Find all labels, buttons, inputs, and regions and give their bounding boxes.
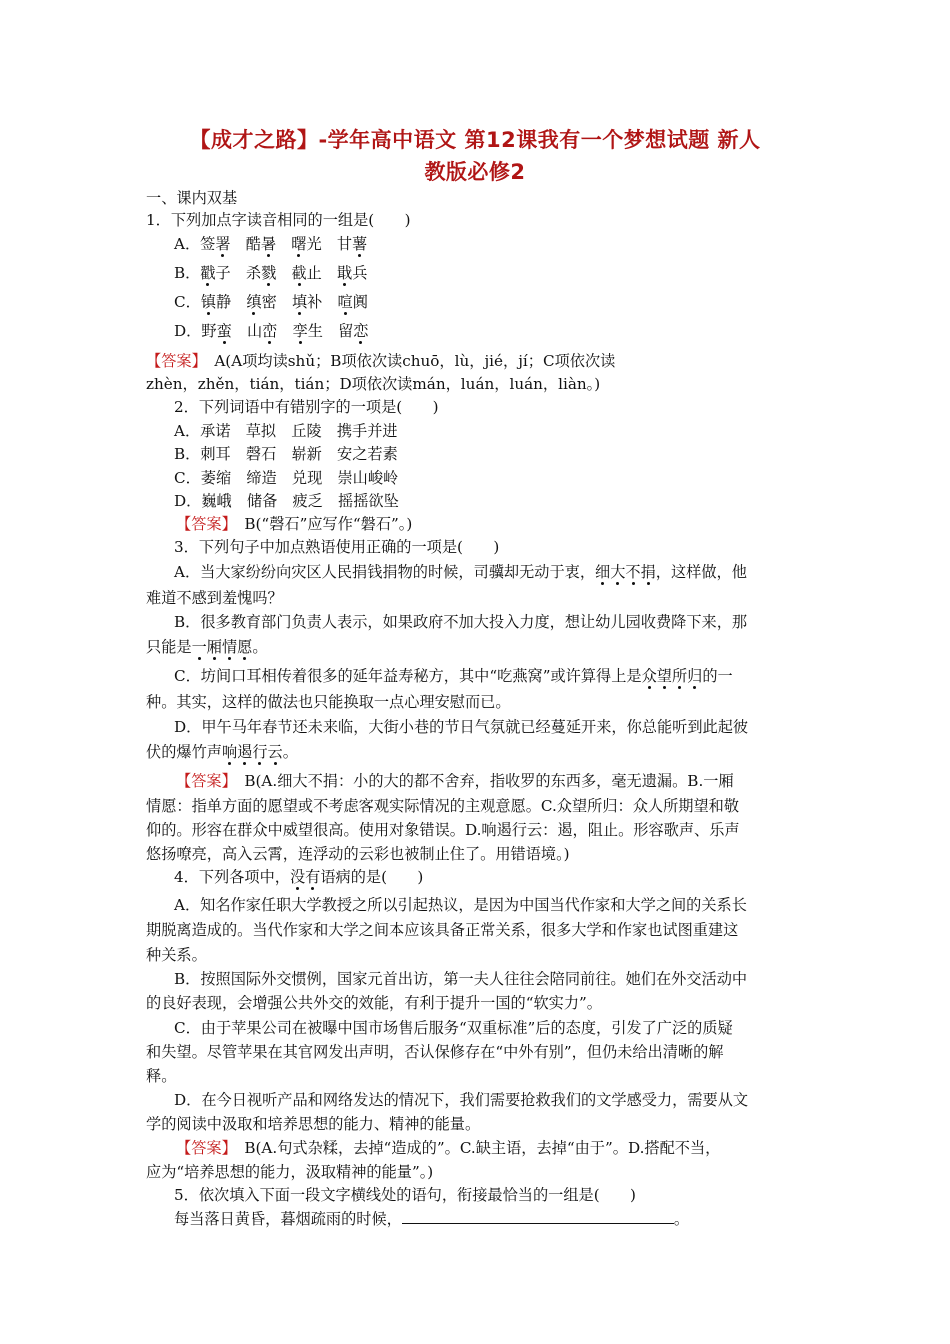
q2-option-c: C．萎缩 缔造 兑现 崇山峻岭 (174, 469, 399, 487)
document-title-line1: 【成才之路】-学年高中语文 第12课我有一个梦想试题 新人 (189, 128, 761, 152)
text-segment: D．野 (174, 322, 217, 340)
q1-option-a (174, 234, 367, 254)
text-segment: 每当落日黄昏，暮烟疏雨的时候， (174, 1210, 402, 1228)
q4-option-b-line1: B．按照国际外交惯例，国家元首出访，第一夫人往往会陪同前往。她们在外交活动中 (174, 970, 748, 988)
text-segment: 。 (282, 743, 298, 761)
dotted-char: 有 (305, 868, 321, 886)
text-segment: C． (174, 293, 201, 311)
text-segment: 伏的爆竹声 (146, 743, 222, 761)
text-segment: ，这样做，他 (655, 563, 747, 581)
dotted-char: 情 (221, 638, 238, 656)
dotted-char: 没 (289, 868, 306, 886)
q3-option-c-line1 (174, 666, 733, 686)
dotted-char: 填 (291, 293, 308, 311)
text-segment: A(A项均读shǔ；B项依次读chuō，lù，jié，jí；C项依次读 (199, 352, 616, 370)
q4-option-a-line3: 种关系。 (146, 946, 207, 964)
text-segment: 的一 (702, 667, 733, 685)
q1-option-c (174, 292, 368, 312)
q4-option-a-line2: 期脱离造成的。当代作家和大学之间本应该具备正常关系，很多大学和作家也试图重建这 (146, 921, 739, 939)
q1-answer-line2: zhèn，zhěn，tián，tián；D项依次读mán，luán，luán，liàn。) (146, 375, 601, 393)
text-segment: 山 (231, 322, 263, 340)
q3-option-c-line2: 种。其实，这样的做法也只能换取一点心理安慰而已。 (146, 693, 511, 711)
q4-option-c-line1: C．由于苹果公司在被曝中国市场售后服务“双重标准”后的态度，引发了广泛的质疑 (174, 1019, 733, 1037)
text-segment: C．坊间口耳相传着很多的延年益寿秘方，其中“吃燕窝”或许算得上是 (174, 667, 642, 685)
text-segment: 酷 (230, 235, 261, 253)
dotted-char: 恋 (353, 322, 369, 340)
text-segment: 补 (307, 293, 338, 311)
q3-option-a-line1 (174, 562, 747, 582)
answer-tag: 【答案】 (176, 515, 230, 533)
dotted-char: 一 (191, 638, 207, 656)
q4-answer-line2: 应为“培养思想的能力，汲取精神的能量”。) (146, 1163, 434, 1181)
text-segment: 只能是 (146, 638, 192, 656)
text-segment: 兵 (352, 264, 368, 282)
dotted-char: 遏 (237, 743, 253, 761)
q3-option-b-line1: B．很多教育部门负责人表示，如果政府不加大投入力度，想让幼儿园收费降下来，那 (174, 613, 748, 631)
text-segment: 阗 (352, 293, 368, 311)
section-heading: 一、课内双基 (146, 189, 238, 207)
q2-answer (176, 514, 412, 534)
q5-stem: 5．依次填入下面一段文字横线处的语句，衔接最恰当的一组是( ) (174, 1186, 636, 1204)
text-segment: B(“磬石”应写作“磐石”。) (229, 515, 413, 533)
dotted-char: 孪 (292, 322, 308, 340)
answer-tag: 【答案】 (176, 1139, 230, 1157)
answer-tag: 【答案】 (176, 772, 230, 790)
fill-blank (402, 1210, 674, 1224)
text-segment: A．当大家纷纷向灾区人民捐钱捐物的时候，司骥却无动于衷， (174, 563, 596, 581)
text-segment: 。 (252, 638, 268, 656)
text-segment: 静 (216, 293, 247, 311)
q3-answer-line3: 仰的。形容在群众中威望很高。使用对象错误。D.响遏行云：遏，阻止。形容歌声、乐声 (146, 821, 740, 839)
dotted-char: 云 (267, 743, 283, 761)
text-segment: A．签 (174, 235, 216, 253)
q4-option-c-line2: 和失望。尽管苹果在其官网发出声明，否认保修存在“中外有别”，但仍未给出清晰的解 (146, 1043, 724, 1061)
text-segment: B． (174, 264, 201, 282)
q3-answer-line2: 情愿：指单方面的愿望或不考虑客观实际情况的主观意愿。C.众望所归：众人所期望和敬 (146, 797, 740, 815)
dotted-char: 戮 (261, 264, 277, 282)
q3-answer-line4: 悠扬嘹亮，高入云霄，连浮动的云彩也被制止住了。用错语境。) (146, 845, 570, 863)
q5-text (174, 1209, 689, 1229)
q1-option-d (174, 321, 368, 341)
q1-stem: 1．下列加点字读音相同的一组是( ) (146, 211, 411, 229)
text-segment (276, 235, 291, 253)
dotted-char: 不 (625, 563, 641, 581)
q3-option-d-line2 (146, 742, 298, 762)
dotted-char: 细 (595, 563, 611, 581)
q4-option-d-line2: 学的阅读中汲取和培养思想的能力、精神的能量。 (146, 1115, 481, 1133)
dotted-char: 缜 (246, 293, 262, 311)
q4-option-b-line2: 的良好表现，会增强公共外交的效能，有利于提升一国的“软实力”。 (146, 994, 602, 1012)
dotted-char: 大 (610, 563, 626, 581)
text-segment: B(A.细大不捐：小的大的都不舍弃，指收罗的东西多，毫无遗漏。B.一厢 (229, 772, 734, 790)
text-segment: 生 留 (307, 322, 354, 340)
dotted-char: 愿 (237, 638, 253, 656)
text-segment: B(A.句式杂糅，去掉“造成的”。C.缺主语，去掉“由于”。D.搭配不当， (229, 1139, 721, 1157)
dotted-char: 所 (671, 667, 688, 685)
dotted-char: 署 (215, 235, 231, 253)
q4-option-a-line1: A．知名作家任职大学教授之所以引起热议，是因为中国当代作家和大学之间的关系长 (174, 896, 747, 914)
text-segment: 4．下列各项中， (174, 868, 290, 886)
dotted-char: 峦 (262, 322, 278, 340)
dotted-char: 曙 (291, 235, 307, 253)
dotted-char: 归 (687, 667, 703, 685)
q3-option-d-line1: D．甲午马年春节还未来临，大街小巷的节日气氛就已经蔓延开来，你总能听到此起彼 (174, 718, 749, 736)
dotted-char: 薯 (352, 235, 368, 253)
text-segment: 子 杀 (215, 264, 262, 282)
dotted-char: 众 (641, 667, 657, 685)
dotted-char: 望 (656, 667, 672, 685)
q2-option-a: A．承诺 草拟 丘陵 携手并进 (174, 422, 398, 440)
q3-stem: 3．下列句子中加点熟语使用正确的一项是( ) (174, 538, 500, 556)
dotted-char: 捐 (640, 563, 656, 581)
q1-answer-line1 (146, 351, 615, 371)
text-segment (276, 264, 291, 282)
dotted-char: 戳 (200, 264, 216, 282)
q2-option-b: B．刺耳 磬石 崭新 安之若素 (174, 445, 398, 463)
q2-option-d: D．巍峨 储备 疲乏 摇摇欲坠 (174, 492, 399, 510)
text-segment: 止 (306, 264, 338, 282)
dotted-char: 喧 (337, 293, 353, 311)
dotted-char: 镇 (200, 293, 216, 311)
q3-option-b-line2 (146, 637, 268, 657)
dotted-char: 暑 (260, 235, 277, 253)
dotted-char: 截 (291, 264, 307, 282)
text-segment: 密 (261, 293, 292, 311)
document-title-line2: 教版必修2 (424, 160, 526, 184)
q4-option-c-line3: 释。 (146, 1067, 177, 1085)
answer-tag: 【答案】 (146, 352, 200, 370)
dotted-char: 厢 (206, 638, 222, 656)
dotted-char: 戢 (337, 264, 353, 282)
dotted-char: 蛮 (216, 322, 232, 340)
dotted-char: 响 (221, 743, 238, 761)
q4-answer-line1 (176, 1138, 720, 1158)
text-segment: 光 甘 (306, 235, 353, 253)
q2-stem: 2．下列词语中有错别字的一项是( ) (174, 398, 439, 416)
text-segment (277, 322, 292, 340)
q1-option-b (174, 263, 367, 283)
q3-option-a-line2: 难道不感到羞愧吗？ (146, 589, 283, 607)
text-segment: 。 (673, 1210, 689, 1228)
q4-option-d-line1: D．在今日视听产品和网络发达的情况下，我们需要抢救我们的文学感受力，需要从文 (174, 1091, 749, 1109)
q3-answer-line1 (176, 771, 734, 791)
q4-stem (174, 867, 423, 887)
dotted-char: 行 (252, 743, 268, 761)
text-segment: 语病的是( ) (320, 868, 424, 886)
